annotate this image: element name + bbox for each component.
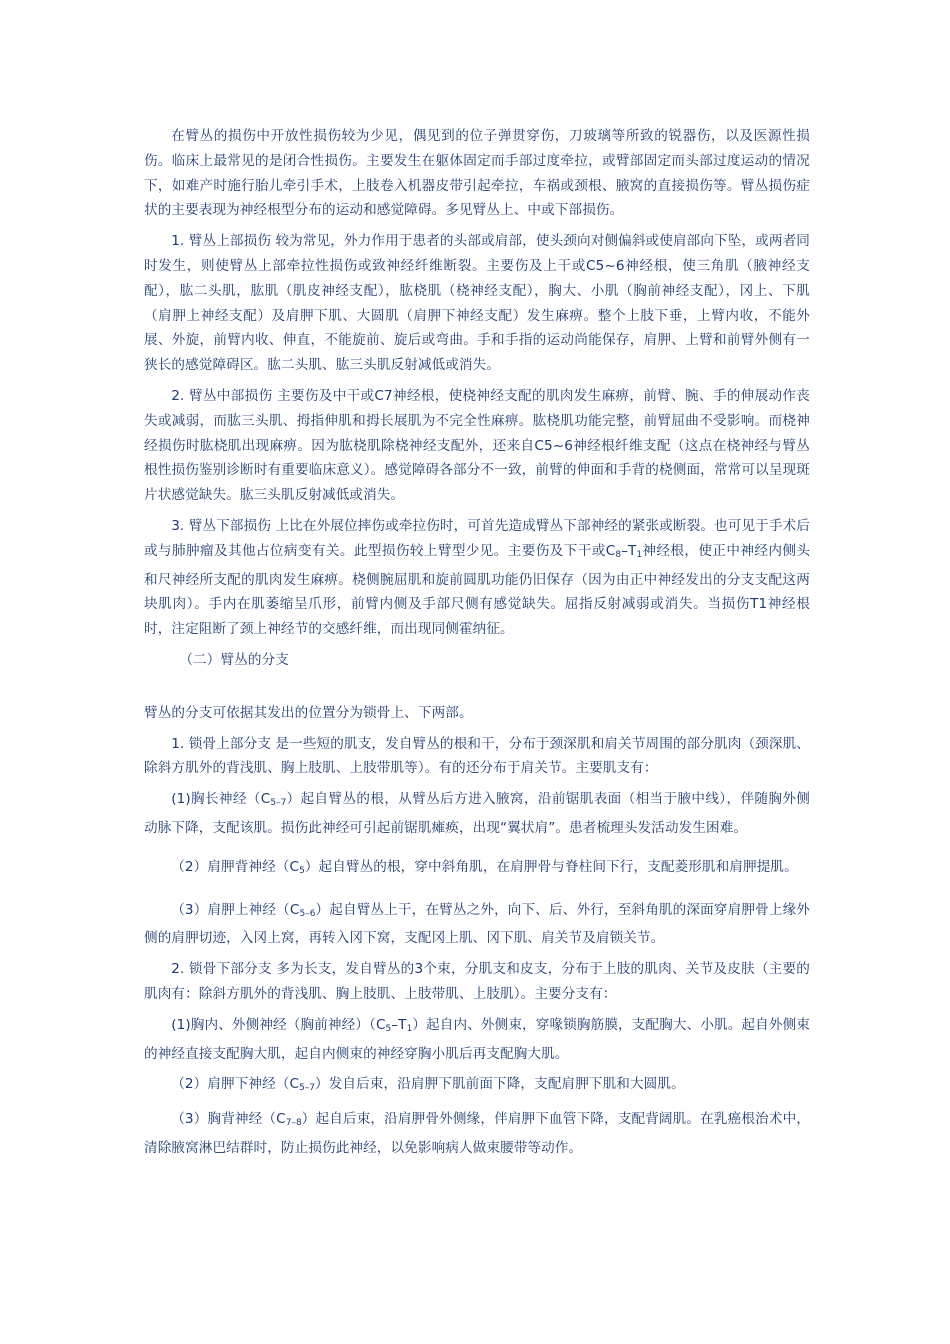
text-run: ）起自臂丛的根，从臂丛后方进入腋窝，沿前锯肌表面（相当于腋中线），伴随胸外侧动脉下降，支配该肌。损伤此神经可引起前锯肌瘫痪，出现“翼状肩”。患者梳理头发活动发生困难。 (144, 791, 810, 836)
subscript: 8 (615, 549, 622, 560)
paragraph-pectoral-nerves (144, 1013, 810, 1067)
text-run: 3. 臂丛下部损伤 上比在外展位摔伤或牵拉伤时，可首先造成臂丛下部神经的紧张或断裂。也可见于手术后或与肺肿瘤及其他占位病变有关。此型损伤较上臂型少见。主要伤及下干或C (144, 517, 810, 559)
text-run: ）起自臂丛上干，在臂丛之外，向下、后、外行，至斜角肌的深面穿肩胛骨上缘外侧的肩胛切迹，入冈上窝，再转入冈下窝，支配冈上肌、冈下肌、肩关节及肩锁关节。 (144, 901, 810, 947)
text-run: (1)胸内、外侧神经（胸前神经）（C (171, 1016, 386, 1033)
subscript: 1 (636, 549, 643, 560)
text-run: （2）肩胛下神经（C (171, 1076, 300, 1093)
subscript: 5 (299, 865, 305, 876)
paragraph-lower-injury (144, 514, 810, 642)
text-run: –T (621, 542, 637, 559)
paragraph-branches-intro: 臂丛的分支可依据其发出的位置分为锁骨上、下两部。 (144, 704, 473, 721)
paragraph-upper-injury: 1. 臂丛上部损伤 较为常见，外力作用于患者的头部或肩部，使头颈向对侧偏斜或使肩部向下坠，或两者同时发生，则使臂丛上部牵拉性损伤或致神经纤维断裂。主要伤及上干或C5~6神经根，使三角肌（腋神经支配），肱二头肌，肱肌（肌皮神经支配），肱桡肌（桡神经支配），胸大、小肌（胸前神经支配），冈上、下肌（肩胛上神经支配）及肩胛下肌、大圆肌（肩胛下神经支配）发生麻痹。整个上肢下垂，上臂内收，不能外展、外旋，前臂内收、伸直，不能旋前、旋后或弯曲。手和手指的运动尚能保存，肩胛、上臂和前臂外侧有一狭长的感觉障碍区。肱二头肌、肱三头肌反射减低或消失。 (144, 233, 810, 374)
text-run: ）起自内、外侧束，穿喙锁胸筋膜，支配胸大、小肌。起自外侧束的神经直接支配胸大肌，起自内侧束的神经穿胸小肌后再支配胸大肌。 (144, 1016, 811, 1062)
subscript: 5–7 (270, 798, 287, 809)
text-run: –T (391, 1016, 407, 1033)
section-heading: （二）臂丛的分支 (179, 651, 289, 668)
subscript: 5–6 (299, 908, 316, 919)
paragraph-infraclavicular: 2. 锁骨下部分支 多为长支，发自臂丛的3个束，分肌支和皮支，分布于上肢的肌肉、关节及皮肤（主要的肌肉有：除斜方肌外的背浅肌、胸上肢肌、上肢带肌、上肢肌）。主要分支有： (144, 961, 810, 1002)
paragraph-intro: 在臂丛的损伤中开放性损伤较为少见，偶见到的位子弹贯穿伤，刀玻璃等所致的锐器伤，以及医源性损伤。临床上最常见的是闭合性损伤。主要发生在躯体固定而手部过度牵拉，或臂部固定而头部过度运动的情况下，如难产时施行胎儿牵引手术，上肢卷入机器皮带引起牵拉，车祸或颈根、腋窝的直接损伤等。臂丛损伤症状的主要表现为神经根型分布的运动和感觉障碍。多见臂丛上、中或下部损伤。 (144, 128, 810, 219)
text-run: 神经根，使正中神经内侧头和尺神经所支配的肌肉发生麻痹。桡侧腕屈肌和旋前圆肌功能仍旧保存（因为由正中神经发出的分支支配这两块肌肉）。手内在肌萎缩呈爪形，前臂内侧及手部尺侧有感觉缺失。屈指反射减弱或消失。当损伤T1神经根时，注定阻断了颈上神经节的交感纤维，而出现同侧霍纳征。 (144, 542, 811, 638)
paragraph-thoracodorsal-nerve (144, 1107, 810, 1161)
text-run: （3）肩胛上神经（C (171, 901, 300, 918)
subscript: 5 (385, 1023, 392, 1034)
paragraph-suprascapular-nerve (144, 898, 810, 952)
text-run: ）发自后束，沿肩胛下肌前面下降，支配肩胛下肌和大圆肌。 (315, 1076, 685, 1093)
text-run: (1)胸长神经（C (171, 791, 271, 808)
text-run: ）起自臂丛的根，穿中斜角肌，在肩胛骨与脊柱间下行，支配菱形肌和肩胛提肌。 (304, 858, 798, 875)
paragraph-subscapular-nerve (144, 1072, 810, 1101)
text-run: ）起自后束，沿肩胛骨外侧缘，伴肩胛下血管下降，支配背阔肌。在乳癌根治术中，清除腋窝淋巴结群时，防止损伤此神经，以免影响病人做束腰带等动作。 (144, 1111, 811, 1156)
paragraph-supraclavicular: 1. 锁骨上部分支 是一些短的肌支，发自臂丛的根和干，分布于颈深肌和肩关节周围的部分肌肉（颈深肌、除斜方肌外的背浅肌、胸上肢肌、上肢带肌等）。有的还分布于肩关节。主要肌支有： (144, 735, 810, 777)
paragraph-dorsal-scapular-nerve (144, 855, 810, 884)
paragraph-long-thoracic-nerve (144, 787, 810, 841)
subscript: 1 (406, 1023, 413, 1034)
text-run: （3）胸背神经（C (171, 1111, 286, 1128)
subscript: 7–8 (285, 1118, 302, 1129)
paragraph-middle-injury: 2. 臂丛中部损伤 主要伤及中干或C7神经根，使桡神经支配的肌肉发生麻痹，前臂、腕、手的伸展动作丧失或减弱，而肱三头肌、拇指伸肌和拇长展肌为不完全性麻痹。肱桡肌功能完整，前臂屈曲不受影响。而桡神经损伤时肱桡肌出现麻痹。因为肱桡肌除桡神经支配外，还来自C5~6神经根纤维支配（这点在桡神经与臂丛根性损伤鉴别诊断时有重要临床意义）。感觉障碍各部分不一致，前臂的伸面和手背的桡侧面，常常可以呈现斑片状感觉缺失。肱三头肌反射减低或消失。 (144, 387, 810, 504)
subscript: 5–7 (299, 1083, 316, 1094)
text-run: （2）肩胛背神经（C (171, 858, 300, 875)
